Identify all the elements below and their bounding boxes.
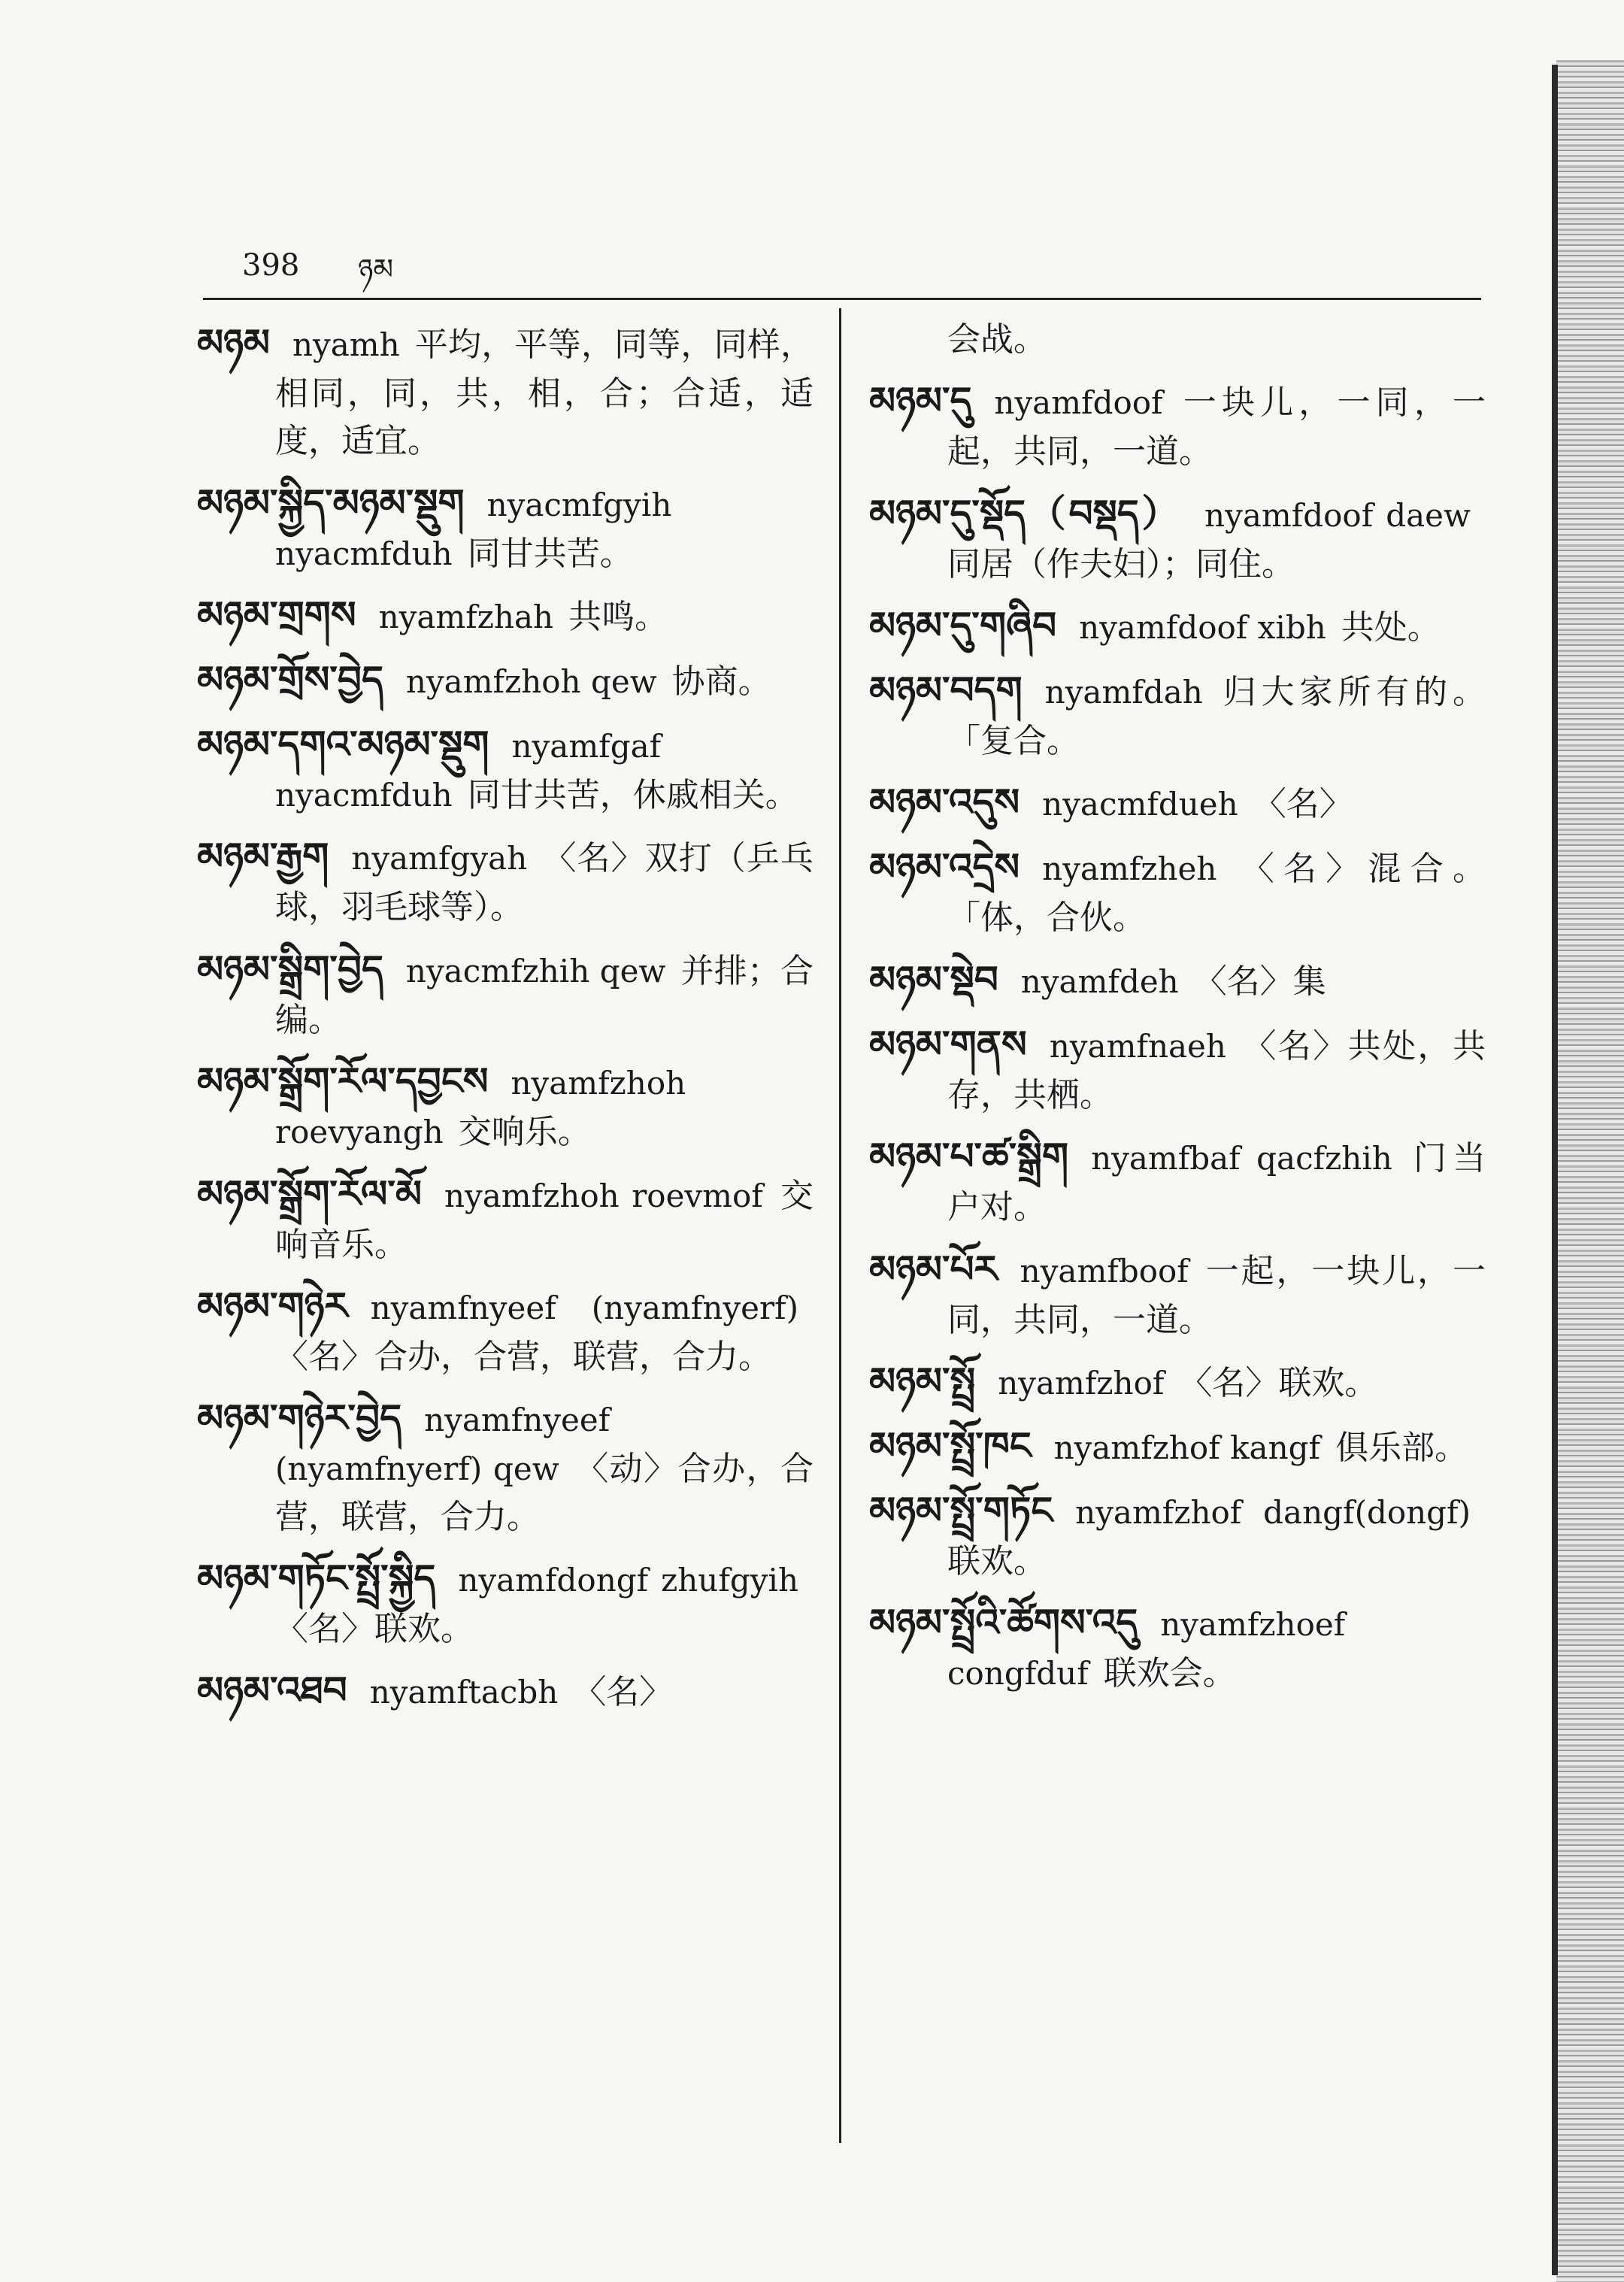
entry-definition: 门当户对。 — [947, 1139, 1486, 1227]
entry-definition: 〈名〉联欢。 — [1179, 1363, 1378, 1402]
entry-definition: 〈动〉合办，合营，联营，合力。 — [275, 1450, 814, 1536]
entry-headword: མཉམ་གྲགས — [197, 593, 356, 638]
entry-romanization: nyamfnaeh — [1049, 1027, 1226, 1065]
entry-headword: མཉམ་སྡེབ — [869, 957, 998, 1002]
entry-definition: 同甘共苦，休戚相关。 — [467, 776, 798, 815]
entry-romanization: nyamfgyah — [351, 840, 528, 877]
entry-headword: མཉམ་སྤྲོ་ཁང — [869, 1423, 1032, 1468]
entry-definition: 协商。 — [671, 662, 771, 702]
entry-headword: མཉམ་འཐབ — [197, 1668, 347, 1713]
entry-definition: 会战。 — [947, 320, 1047, 359]
entry-headword: མཉམ་སྒྲོག་རོལ་དབྱངས — [197, 1059, 489, 1104]
dictionary-entry — [197, 1663, 814, 1717]
entry-definition: 同甘共苦。 — [467, 534, 633, 573]
entry-headword: མཉམ་བདག — [869, 668, 1023, 713]
dictionary-entry — [869, 1419, 1486, 1473]
entry-romanization: nyamfdoof — [994, 384, 1163, 422]
entry-romanization: nyamfzhoh qew — [405, 663, 657, 701]
entry-headword: མཉམ་འདྲེས — [869, 845, 1020, 889]
page-number: 398 — [242, 248, 300, 283]
entry-romanization: nyamfnyeef (nyamfnyerf) — [370, 1289, 798, 1326]
entry-definition: 〈名〉合办，合营，联营，合力。 — [275, 1337, 771, 1376]
dictionary-entry — [197, 653, 814, 707]
entry-romanization: nyacmfdueh — [1042, 786, 1238, 823]
entry-definition: 同居（作夫妇）；同住。 — [947, 544, 1295, 583]
entry-definition: 联欢。 — [947, 1541, 1047, 1580]
entry-romanization: nyamfzhah — [378, 599, 554, 636]
entry-romanization: nyamfboof — [1020, 1252, 1189, 1289]
entry-romanization: nyamfzhof dangf(dongf) — [1075, 1493, 1471, 1531]
entry-romanization: nyamfzhoh roevyangh — [275, 1065, 686, 1151]
entry-headword: མཉམ་སྤྲོའི་ཚོགས་འདུ — [869, 1601, 1138, 1645]
running-head: ཉམ — [358, 253, 394, 286]
entry-definition: 交响乐。 — [458, 1113, 591, 1152]
entry-romanization: nyamfdongf zhufgyih — [458, 1561, 798, 1599]
entry-definition: 一块儿，一同，一起，共同，一道。 — [947, 383, 1486, 471]
entry-romanization: nyamfnyeef (nyamfnyerf) qew — [275, 1402, 611, 1488]
dictionary-entry — [197, 588, 814, 642]
entry-headword: མཉམ་སྐྱིད་མཉམ་སྡུག — [197, 480, 465, 525]
entry-headword: མཉམ་དགའ་མཉམ་སྡུག — [197, 723, 489, 767]
entry-headword: མཉམ་དུ་གཞིབ — [869, 604, 1057, 648]
dictionary-entry — [197, 942, 814, 1044]
dictionary-entry — [197, 1279, 814, 1380]
dictionary-entry — [869, 599, 1486, 653]
entry-romanization: nyamfdoof xibh — [1079, 609, 1326, 647]
dictionary-entry — [869, 1354, 1486, 1408]
entry-definition: 〈名〉联欢。 — [275, 1609, 474, 1648]
dictionary-entry — [197, 1551, 814, 1653]
entry-definition: 平均，平等，同等，同样，相同，同，共，相，合；合适，适度，适宜。 — [275, 326, 814, 461]
dictionary-entry — [197, 1054, 814, 1156]
entry-headword: མཉམ་སྒྲིག་བྱེད — [197, 947, 383, 991]
dictionary-entry — [197, 316, 814, 465]
entry-headword: མཉམ་གཏོང་སྤྲོ་སྐྱིད — [197, 1556, 436, 1600]
page-gutter-line — [1552, 65, 1558, 2275]
entry-romanization: nyacmfzhih qew — [405, 952, 666, 989]
entry-romanization: nyamh — [292, 326, 400, 363]
entry-headword: མཉམ་འདུས — [869, 780, 1020, 825]
right-column — [869, 316, 1486, 1708]
dictionary-entry — [197, 476, 814, 577]
dictionary-entry — [869, 663, 1486, 765]
dictionary-entry — [197, 1167, 814, 1268]
entry-definition: 并排；合编。 — [275, 951, 814, 1039]
header-rule — [203, 298, 1481, 300]
entry-headword: མཉམ་པ་ཚ་སྒྲིག — [869, 1135, 1069, 1179]
entry-headword: མཉམ་གནས — [869, 1022, 1027, 1066]
dictionary-entry — [869, 486, 1486, 588]
entry-romanization: nyamfzhof — [998, 1364, 1165, 1402]
dictionary-entry — [197, 717, 814, 819]
entry-headword: མཉམ་སྒྲོག་རོལ་མོ — [197, 1171, 422, 1216]
entry-definition: 俱乐部。 — [1335, 1428, 1468, 1467]
dictionary-entry — [869, 374, 1486, 475]
left-column — [197, 316, 814, 1728]
entry-romanization: nyamfbaf qacfzhih — [1091, 1140, 1392, 1177]
dictionary-entry — [869, 1242, 1486, 1344]
entry-headword: མཉམ་སྤྲོ — [869, 1359, 976, 1403]
entry-headword: མཉམ — [197, 321, 270, 365]
entry-romanization: nyacmfgyih nyacmfduh — [275, 486, 672, 572]
entry-romanization: nyamfzhof kangf — [1053, 1429, 1321, 1466]
entry-definition: 〈名〉 — [1253, 785, 1353, 824]
entry-romanization: nyamfdeh — [1020, 962, 1179, 1000]
entry-headword: མཉམ་པོར — [869, 1247, 998, 1291]
entry-definition: 归大家所有的。「复合。 — [947, 673, 1486, 761]
entry-romanization: nyamfzheh — [1042, 850, 1217, 888]
entry-romanization: nyamfzhoef congfduf — [947, 1606, 1346, 1693]
entry-headword: མཉམ་དུ་སྡོད（བསྡད） — [869, 491, 1183, 535]
entry-definition: 〈名〉集 — [1193, 962, 1326, 1001]
entry-romanization: nyamftacbh — [369, 1674, 559, 1711]
dictionary-entry — [869, 316, 1486, 363]
entry-romanization: nyamfgaf nyacmfduh — [275, 728, 662, 814]
entry-headword: མཉམ་གཉེར — [197, 1283, 348, 1328]
dictionary-entry — [869, 1017, 1486, 1119]
entry-definition: 交响音乐。 — [275, 1176, 814, 1264]
dictionary-entry — [869, 1129, 1486, 1231]
dictionary-entry — [197, 1391, 814, 1541]
dictionary-entry — [869, 840, 1486, 941]
entry-definition: 〈名〉 — [573, 1673, 673, 1712]
dictionary-entry — [197, 829, 814, 931]
dictionary-entry — [869, 1483, 1486, 1585]
dictionary-entry — [869, 953, 1486, 1007]
entry-definition: 〈名〉混合。「体，合伙。 — [947, 850, 1486, 938]
entry-definition: 〈名〉双打（乒乓球，羽毛球等）。 — [275, 839, 814, 927]
entry-romanization: nyamfdoof daew — [1204, 496, 1471, 534]
entry-headword: མཉམ་གཉེར་བྱེད — [197, 1396, 402, 1441]
entry-headword: མཉམ་དུ — [869, 379, 972, 423]
column-divider — [839, 308, 841, 2143]
entry-definition: 联欢会。 — [1103, 1654, 1236, 1693]
entry-definition: 一起，一块儿，一同，共同，一道。 — [947, 1251, 1486, 1339]
entry-headword: མཉམ་སྤྲོ་གཏོང — [869, 1488, 1053, 1532]
entry-definition: 〈名〉共处，共存，共栖。 — [947, 1026, 1486, 1114]
dictionary-entry — [869, 1596, 1486, 1697]
entry-headword: མཉམ་གྲོས་བྱེད — [197, 658, 383, 702]
book-spine-edge — [1556, 60, 1624, 2282]
entry-romanization: nyamfdah — [1044, 674, 1203, 711]
entry-definition: 共处。 — [1341, 608, 1441, 647]
entry-headword: མཉམ་རྒྱག — [197, 835, 329, 879]
entry-romanization: nyamfzhoh roevmof — [444, 1177, 763, 1214]
dictionary-entry — [869, 775, 1486, 829]
entry-definition: 共鸣。 — [568, 598, 668, 637]
